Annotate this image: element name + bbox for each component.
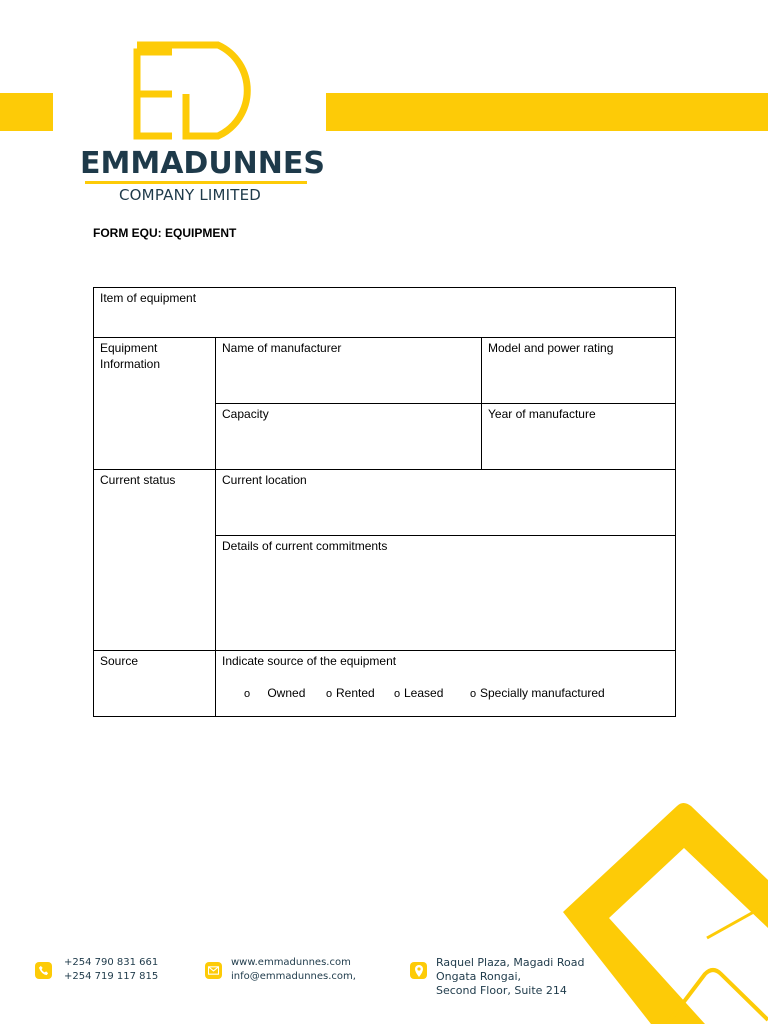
- contact-links: [231, 956, 356, 984]
- capacity-cell[interactable]: [216, 404, 482, 470]
- company-logo-mark: [128, 40, 278, 150]
- address-line-2: Ongata Rongai,: [436, 970, 522, 983]
- source-option-specially-manufactured[interactable]: [470, 685, 605, 702]
- option-label: Owned: [267, 686, 306, 700]
- mail-icon: [205, 962, 222, 979]
- option-bullet: o: [470, 688, 477, 700]
- source-options-cell: [216, 651, 676, 717]
- option-bullet: o: [394, 688, 401, 700]
- current-location-label: Current location: [222, 473, 307, 487]
- item-of-equipment-cell[interactable]: [94, 288, 676, 338]
- source-options-list: [222, 685, 669, 702]
- address: [436, 956, 584, 998]
- form-title: FORM EQU: EQUIPMENT: [93, 226, 237, 240]
- current-status-label: Current status: [100, 473, 176, 487]
- source-option-rented[interactable]: [326, 685, 394, 702]
- option-label: Rented: [336, 686, 375, 700]
- model-power-rating-label: Model and power rating: [488, 341, 614, 355]
- company-name: EMMADUNNES: [80, 146, 325, 181]
- phone-numbers: [64, 956, 158, 984]
- company-subtitle: COMPANY LIMITED: [119, 186, 262, 204]
- current-commitments-cell[interactable]: [216, 536, 676, 651]
- current-status-cell: [94, 470, 216, 651]
- equipment-information-label: Equipment Information: [100, 341, 161, 371]
- header-bar-right: [326, 93, 768, 131]
- header-bar-left: [0, 93, 53, 131]
- year-of-manufacture-cell[interactable]: [482, 404, 676, 470]
- manufacturer-cell[interactable]: [216, 338, 482, 404]
- year-of-manufacture-label: Year of manufacture: [488, 407, 596, 421]
- option-bullet: o: [326, 688, 333, 700]
- source-label: Source: [100, 654, 139, 668]
- phone-icon: [35, 962, 52, 979]
- phone-number-1: +254 790 831 661: [64, 957, 159, 968]
- phone-number-2: +254 719 117 815: [64, 971, 159, 982]
- equipment-information-cell: [94, 338, 216, 470]
- source-cell: [94, 651, 216, 717]
- option-bullet: o: [244, 688, 251, 700]
- website-link[interactable]: www.emmadunnes.com: [231, 957, 351, 968]
- email-link[interactable]: info@emmadunnes.com,: [231, 971, 356, 982]
- manufacturer-label: Name of manufacturer: [222, 341, 342, 355]
- equipment-form-table: [93, 287, 676, 717]
- source-prompt: Indicate source of the equipment: [222, 654, 397, 668]
- current-location-cell[interactable]: [216, 470, 676, 536]
- item-of-equipment-label: Item of equipment: [100, 291, 197, 305]
- source-option-owned[interactable]: [244, 685, 326, 702]
- model-power-rating-cell[interactable]: [482, 338, 676, 404]
- option-label: Specially manufactured: [480, 686, 605, 700]
- current-commitments-label: Details of current commitments: [222, 539, 388, 553]
- address-line-1: Raquel Plaza, Magadi Road: [436, 956, 585, 969]
- address-line-3: Second Floor, Suite 214: [436, 984, 567, 997]
- source-option-leased[interactable]: [394, 685, 470, 702]
- corner-decoration: [555, 800, 768, 1024]
- option-label: Leased: [404, 686, 444, 700]
- location-pin-icon: [410, 962, 427, 979]
- logo-divider: [85, 181, 307, 184]
- capacity-label: Capacity: [222, 407, 269, 421]
